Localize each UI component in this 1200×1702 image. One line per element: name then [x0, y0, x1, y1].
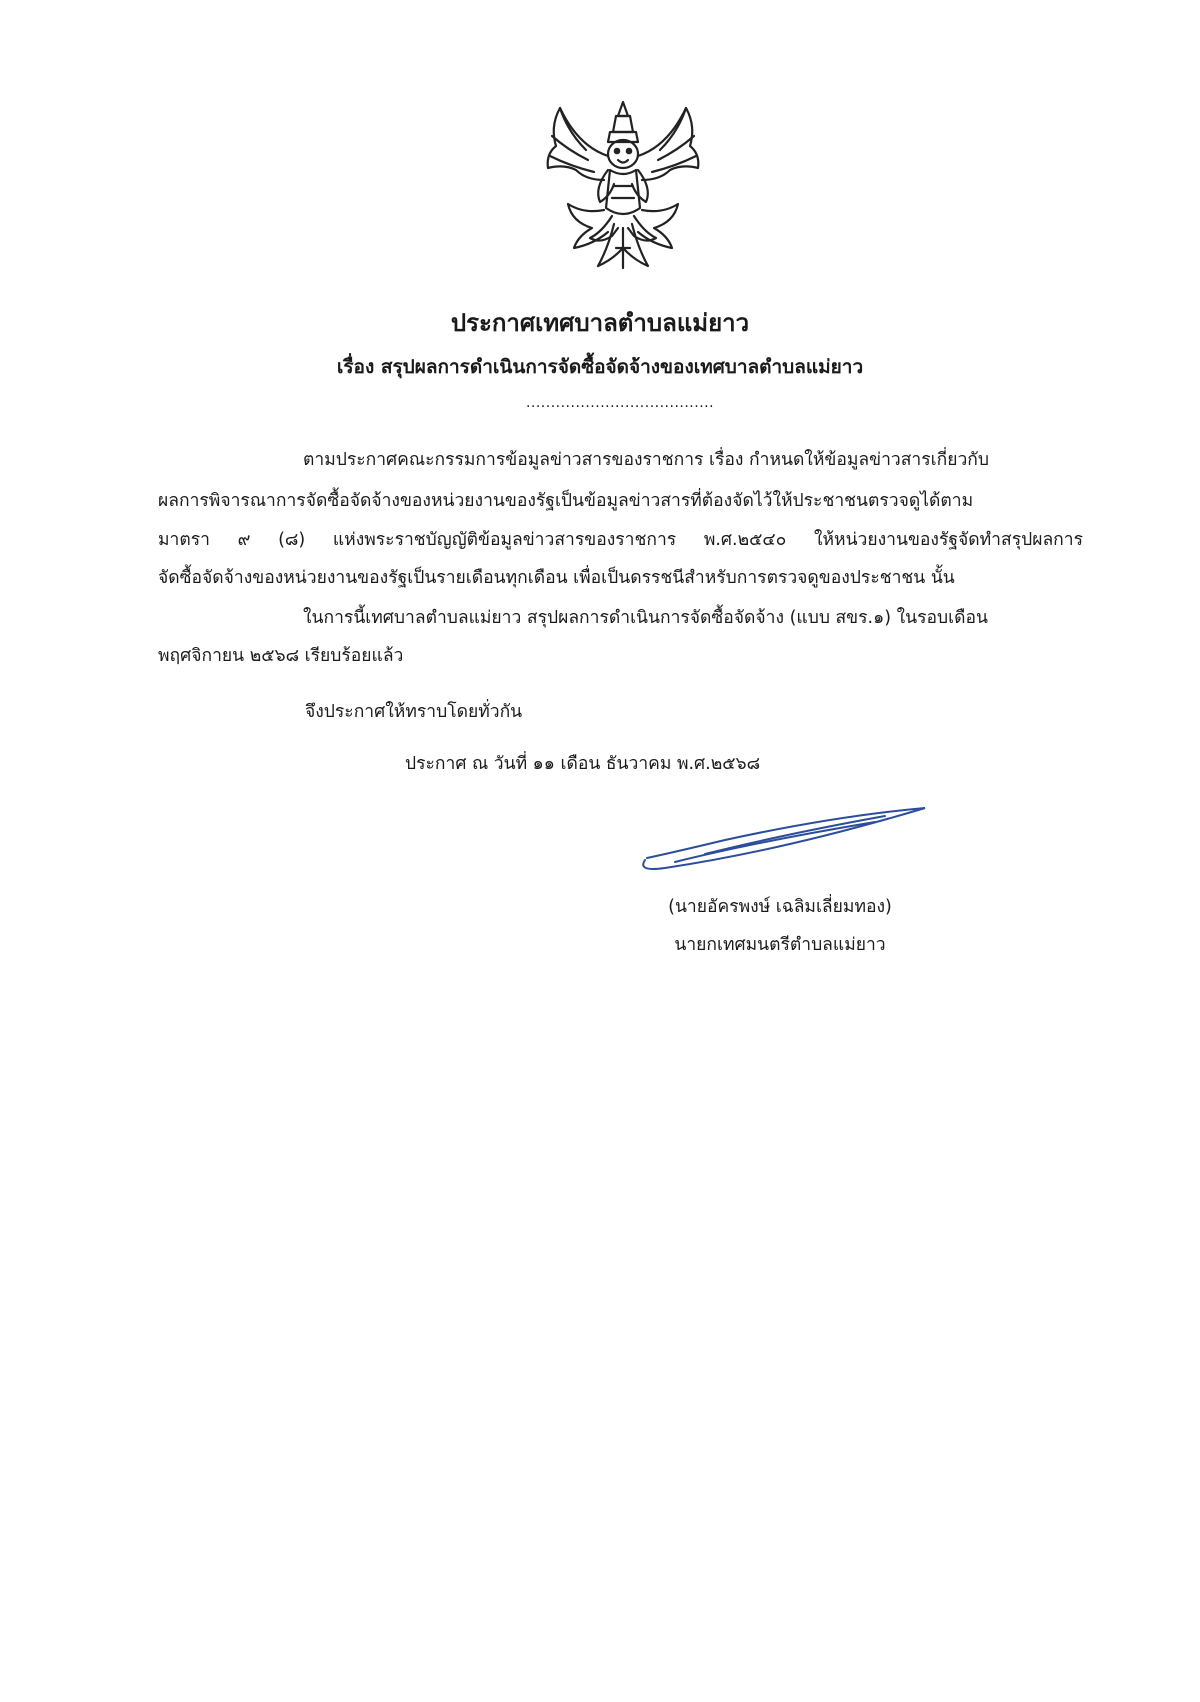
paragraph2-line: ในการนี้เทศบาลตำบลแม่ยาว สรุปผลการดำเนินการจัดซื้อจัดจ้าง (แบบ สขร.๑) ในรอบเดือน — [303, 608, 988, 628]
document-title: ประกาศเทศบาลตำบลแม่ยาว — [450, 309, 750, 337]
paragraph1-line: ตามประกาศคณะกรรมการข้อมูลข่าวสารของราชการ เรื่อง กำหนดให้ข้อมูลข่าวสารเกี่ยวกับ — [303, 450, 990, 470]
garuda-emblem-icon — [538, 98, 708, 274]
paragraph2-line: พฤศจิกายน ๒๕๖๘ เรียบร้อยแล้ว — [158, 646, 404, 666]
paragraph1-line: มาตรา ๙ (๘) แห่งพระราชบัญญัติข้อมูลข่าวสารของราชการ พ.ศ.๒๕๔๐ ให้หน่วยงานของรัฐจัดทำสรุปผลการ — [158, 530, 1083, 550]
closing-statement: จึงประกาศให้ทราบโดยทั่วกัน — [305, 702, 523, 722]
signatory-name: (นายอัครพงษ์ เฉลิมเลี่ยมทอง) — [668, 897, 892, 917]
signature-scrawl — [635, 800, 935, 880]
document-subject: เรื่อง สรุปผลการดำเนินการจัดซื้อจัดจ้างของเทศบาลตำบลแม่ยาว — [336, 356, 864, 378]
paragraph1-line: จัดซื้อจัดจ้างของหน่วยงานของรัฐเป็นรายเดือนทุกเดือน เพื่อเป็นดรรชนีสำหรับการตรวจดูของประชาชน นั้น — [158, 568, 955, 588]
separator: ...................................... — [525, 395, 715, 411]
signatory-position: นายกเทศมนตรีตำบลแม่ยาว — [674, 935, 886, 955]
paragraph1-line: ผลการพิจารณาการจัดซื้อจัดจ้างของหน่วยงานของรัฐเป็นข้อมูลข่าวสารที่ต้องจัดไว้ให้ประชาชนตรวจดูได้ตาม — [158, 491, 974, 511]
announcement-date: ประกาศ ณ วันที่ ๑๑ เดือน ธันวาคม พ.ศ.๒๕๖๘ — [405, 754, 761, 774]
